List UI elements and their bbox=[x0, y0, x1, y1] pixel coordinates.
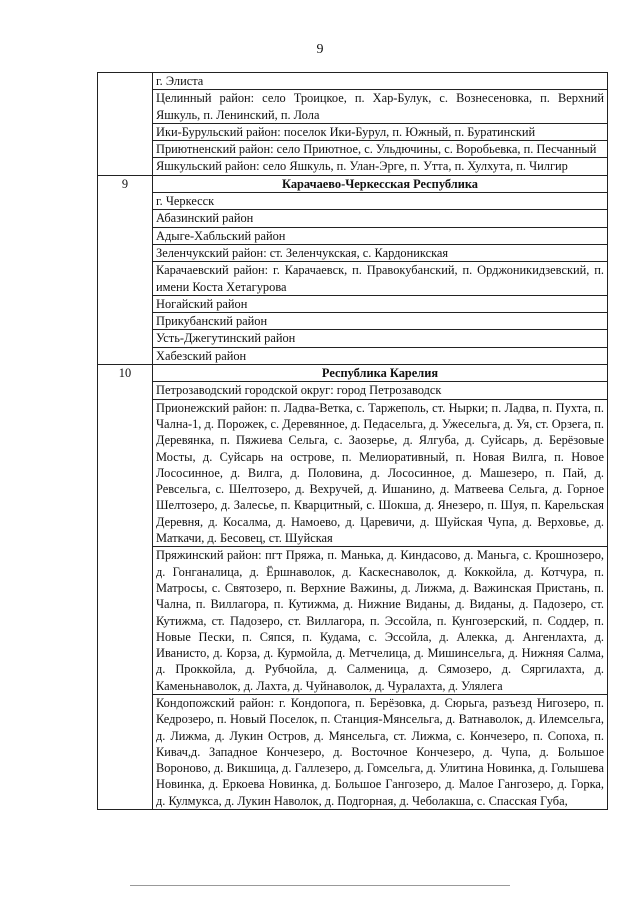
table-row bbox=[98, 141, 608, 158]
settlement-cell: Яшкульский район: село Яшкуль, п. Улан-Эрге, п. Утта, п. Хулхута, п. Чилгир bbox=[153, 158, 608, 175]
table-row bbox=[98, 90, 608, 124]
table-row bbox=[98, 244, 608, 261]
settlement-cell: Усть-Джегутинский район bbox=[153, 330, 608, 347]
table-row bbox=[98, 347, 608, 364]
page-bottom-rule bbox=[130, 885, 510, 886]
table-row bbox=[98, 313, 608, 330]
settlement-cell: г. Элиста bbox=[153, 73, 608, 90]
region-header-row bbox=[98, 175, 608, 192]
settlement-cell: Абазинский район bbox=[153, 210, 608, 227]
settlement-cell: Ики-Бурульский район: поселок Ики-Бурул, п. Южный, п. Буратинский bbox=[153, 123, 608, 140]
page-number: 9 bbox=[316, 42, 324, 57]
region-number: 10 bbox=[98, 365, 153, 810]
settlement-cell: Кондопожский район: г. Кондопога, п. Берёзовка, д. Сюрьга, разъезд Нигозеро, п. Кедрозеро, п. Новый Поселок, п. Станция-Мянсельга, д. Ватнаволок, д. Илемсельга, д. Лижма, д. Лукин Остров, д. Мянсельга, ст. Лижма, с. Кончезеро, п. Сопоха, п. Кивач,д. Западное Кончезеро, д. Восточное Кончезеро, д. Чупа, д. Большое Вороново, д. Викшица, д. Галлезеро, д. Гомсельга, д. Улитина Новинка, д. Голышева Новинка, д. Еркоева Новинка, д. Большое Гангозеро, д. Малое Гангозеро, д. Горка, д. Кулмукса, д. Лукин Наволок, д. Подгорная, д. Чеболакша, с. Спасская Губа, bbox=[153, 694, 608, 809]
settlement-cell: Адыге-Хабльский район bbox=[153, 227, 608, 244]
table-row bbox=[98, 694, 608, 809]
region-title: Республика Карелия bbox=[153, 365, 608, 382]
settlement-cell: Петрозаводский городской округ: город Петрозаводск bbox=[153, 382, 608, 399]
settlement-cell: г. Черкесск bbox=[153, 193, 608, 210]
region-title: Карачаево-Черкесская Республика bbox=[153, 175, 608, 192]
table-row bbox=[98, 193, 608, 210]
table-row bbox=[98, 547, 608, 695]
table-row bbox=[98, 399, 608, 547]
table-row bbox=[98, 73, 608, 90]
table-row bbox=[98, 262, 608, 296]
region-number: 9 bbox=[98, 175, 153, 364]
settlement-cell: Пряжинский район: пгт Пряжа, п. Манька, д. Киндасово, д. Маньга, с. Крошнозеро, д. Гонганалица, д. Ёршнаволок, д. Каскеснаволок, д. Коккойла, д. Котчура, п. Матросы, с. Святозеро, п. Верхние Важины, д. Лижма, д. Важинская Пристань, п. Чална, п. Виллагора, п. Кутижма, д. Нижние Виданы, д. Виданы, д. Падозеро, ст. Кутижма, ст. Падозеро, ст. Виллагора, п. Эссойла, п. Кунгозерский, п. Соддер, п. Новые Пески, п. Сяпся, п. Кудама, с. Эссойла, д. Алекка, д. Ангенлахта, д. Иванисто, д. Корза, д. Курмойла, д. Метчелица, д. Мишинсельга, д. Нижняя Салма, д. Проккойла, д. Рубчойла, д. Салменица, д. Сямозеро, д. Сяргилахта, д. Каменьнаволок, д. Лахта, д. Чуйнаволок, д. Чуралахта, д. Улялега bbox=[153, 547, 608, 695]
table-row bbox=[98, 295, 608, 312]
table-row bbox=[98, 382, 608, 399]
table-row bbox=[98, 158, 608, 175]
table-row bbox=[98, 330, 608, 347]
settlement-cell: Зеленчукский район: ст. Зеленчукская, с. Кардоникская bbox=[153, 244, 608, 261]
settlement-cell: Прикубанский район bbox=[153, 313, 608, 330]
settlements-table bbox=[97, 72, 608, 810]
table-row bbox=[98, 210, 608, 227]
table-row bbox=[98, 227, 608, 244]
settlement-cell: Ногайский район bbox=[153, 295, 608, 312]
settlement-cell: Целинный район: село Троицкое, п. Хар-Булук, с. Вознесеновка, п. Верхний Яшкуль, п. Ленинский, п. Лола bbox=[153, 90, 608, 124]
row-number-cell bbox=[98, 73, 153, 176]
table-row bbox=[98, 123, 608, 140]
region-header-row bbox=[98, 365, 608, 382]
settlement-cell: Прионежский район: п. Ладва-Ветка, с. Таржеполь, ст. Нырки; п. Ладва, п. Пухта, п. Чална-1, д. Порожек, с. Деревянное, д. Педасельга, д. Ужесельга, д. Уя, ст. Орзега, п. Деревянка, п. Пяжиева Сельга, с. Заозерье, д. Ялгуба, д. Суйсарь, д. Берёзовые Мосты, д. Суйсарь на острове, п. Мелиоративный, п. Новая Вилга, п. Новое Лососинное, д. Вилга, д. Половина, д. Лососинное, д. Машезеро, п. Пай, д. Ревсельга, с. Шелтозеро, д. Вехручей, д. Ишанино, д. Матвеева Сельга, д. Горное Шелтозеро, д. Залесье, п. Кварцитный, с. Шокша, д. Янезеро, п. Шуя, п. Карельская Деревня, д. Косалма, д. Намоево, д. Царевичи, д. Шуйская Чупа, д. Верховье, д. Маткачи, д. Бесовец, ст. Шуйская bbox=[153, 399, 608, 547]
settlement-cell: Карачаевский район: г. Карачаевск, п. Правокубанский, п. Орджоникидзевский, п. имени Коста Хетагурова bbox=[153, 262, 608, 296]
settlement-cell: Хабезский район bbox=[153, 347, 608, 364]
settlement-cell: Приютненский район: село Приютное, с. Ульдючины, с. Воробьевка, п. Песчанный bbox=[153, 141, 608, 158]
